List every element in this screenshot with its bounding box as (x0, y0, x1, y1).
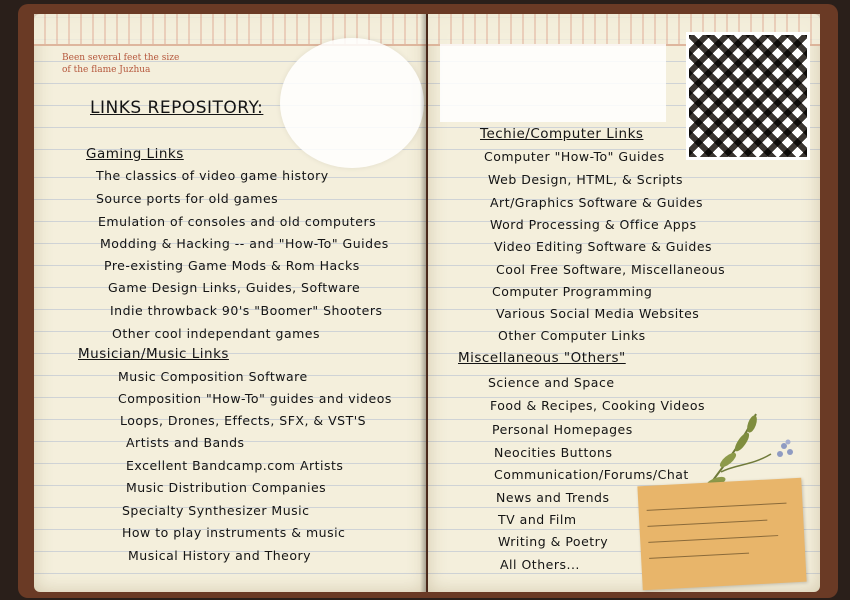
link-tech-2[interactable]: Web Design, HTML, & Scripts (488, 172, 684, 187)
link-tech-7[interactable]: Computer Programming (492, 284, 653, 299)
round-tape (280, 38, 424, 168)
section-heading-misc[interactable]: Miscellaneous "Others" (458, 350, 626, 366)
link-music-6[interactable]: Music Distribution Companies (126, 480, 327, 495)
link-gaming-8[interactable]: Other cool independant games (112, 326, 321, 341)
card-line (647, 520, 767, 527)
link-misc-9[interactable]: All Others... (500, 557, 580, 572)
link-gaming-1[interactable]: The classics of video game history (96, 168, 329, 183)
link-misc-2[interactable]: Food & Recipes, Cooking Videos (490, 398, 706, 413)
section-heading-gaming[interactable]: Gaming Links (86, 146, 184, 162)
link-misc-6[interactable]: News and Trends (496, 490, 610, 505)
link-misc-8[interactable]: Writing & Poetry (498, 534, 609, 549)
left-page (34, 14, 426, 592)
link-music-3[interactable]: Loops, Drones, Effects, SFX, & VST'S (120, 413, 367, 428)
section-heading-music[interactable]: Musician/Music Links (78, 346, 229, 362)
link-music-1[interactable]: Music Composition Software (118, 369, 308, 384)
right-page (428, 14, 820, 592)
link-misc-4[interactable]: Neocities Buttons (494, 445, 613, 460)
link-music-9[interactable]: Musical History and Theory (128, 548, 312, 563)
link-gaming-3[interactable]: Emulation of consoles and old computers (98, 214, 377, 229)
page-title: LINKS REPOSITORY: (90, 98, 264, 118)
link-tech-5[interactable]: Video Editing Software & Guides (494, 239, 713, 254)
link-tech-6[interactable]: Cool Free Software, Miscellaneous (496, 262, 726, 277)
vintage-record-card (637, 478, 806, 590)
corner-note-line-1: Been several feet the size (62, 53, 180, 63)
link-misc-7[interactable]: TV and Film (498, 512, 577, 527)
link-music-5[interactable]: Excellent Bandcamp.com Artists (126, 458, 344, 473)
link-misc-3[interactable]: Personal Homepages (492, 422, 633, 437)
corner-note-line-2: of the flame Juzhua (62, 65, 151, 75)
link-gaming-2[interactable]: Source ports for old games (96, 191, 279, 206)
link-misc-5[interactable]: Communication/Forums/Chat (494, 467, 689, 482)
link-music-4[interactable]: Artists and Bands (126, 435, 245, 450)
link-gaming-6[interactable]: Game Design Links, Guides, Software (108, 280, 361, 295)
tape-strip (440, 44, 666, 122)
card-line (649, 553, 749, 559)
link-gaming-4[interactable]: Modding & Hacking -- and "How-To" Guides (100, 236, 389, 251)
link-music-8[interactable]: How to play instruments & music (122, 525, 346, 540)
link-misc-1[interactable]: Science and Space (488, 375, 615, 390)
printed-corner-note (62, 52, 202, 76)
link-tech-3[interactable]: Art/Graphics Software & Guides (490, 195, 703, 210)
link-music-7[interactable]: Specialty Synthesizer Music (122, 503, 310, 518)
link-gaming-5[interactable]: Pre-existing Game Mods & Rom Hacks (104, 258, 360, 273)
link-tech-9[interactable]: Other Computer Links (498, 328, 646, 343)
patterned-paper-sticker (686, 32, 810, 160)
card-line (647, 503, 787, 511)
link-tech-4[interactable]: Word Processing & Office Apps (490, 217, 697, 232)
card-line (648, 535, 778, 543)
link-tech-1[interactable]: Computer "How-To" Guides (484, 149, 665, 164)
link-gaming-7[interactable]: Indie throwback 90's "Boomer" Shooters (110, 303, 383, 318)
link-music-2[interactable]: Composition "How-To" guides and videos (118, 391, 392, 406)
link-tech-8[interactable]: Various Social Media Websites (496, 306, 700, 321)
section-heading-tech[interactable]: Techie/Computer Links (480, 126, 644, 142)
